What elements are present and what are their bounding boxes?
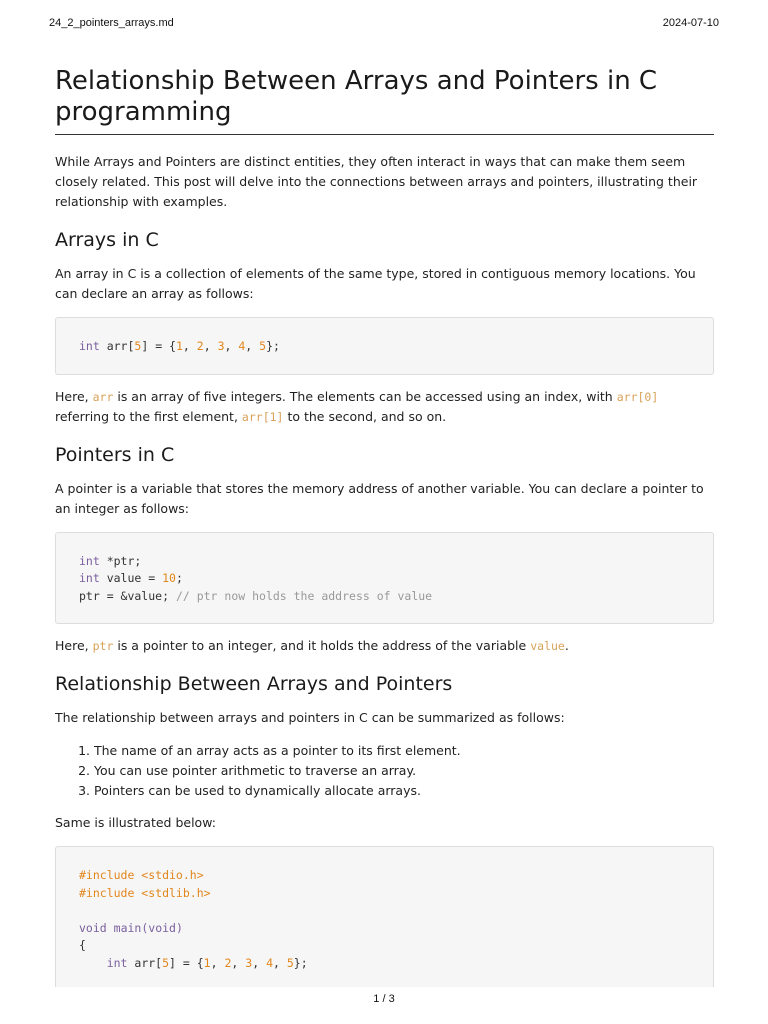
file-name: 24_2_pointers_arrays.md [49,17,174,29]
code-block-array-declaration [55,317,714,375]
code-text: }; [266,339,280,353]
code-function: main [113,920,142,935]
code-number: 4 [238,339,246,353]
code-number: 1 [175,339,183,353]
code-number: 3 [245,955,253,970]
code-indent [79,956,107,970]
inline-code-ptr: ptr [92,639,114,653]
code-number: 2 [224,955,232,970]
code-text: { [79,938,86,952]
code-keyword: void [79,920,107,935]
text-run: to the second, and so on. [283,408,447,424]
heading-pointers: Pointers in C [55,443,175,466]
document-body [55,66,714,987]
code-text: , [210,955,225,970]
text-run: is an array of five integers. The elements can be accessed using an index, with [113,388,617,404]
heading-arrays: Arrays in C [55,229,159,251]
code-number: 1 [203,955,211,970]
code-number: 5 [286,955,294,970]
code-text: *ptr; [99,553,142,568]
code-text: , [182,339,197,353]
list-item: 2. You can use pointer arithmetic to traverse an array. [94,761,714,781]
text-run: Here, [55,638,93,653]
text-run: referring to the first element, [55,408,242,424]
code-keyword: int [106,955,128,970]
intro-paragraph: While Arrays and Pointers are distinct entities, they often interact in ways that can make them seem closely related. This post will delve into the connections between arrays and pointers, illustrating their relationship with examples. [55,154,698,209]
code-text: ptr = &value; [79,588,176,603]
code-text: , [231,955,246,970]
print-header [49,17,719,29]
relationship-list [55,741,714,801]
text-run: is a pointer to an integer, and it holds the address of the variable [113,638,531,653]
text-run: Here, [55,388,93,404]
code-preprocessor: #include <stdio.h> [79,868,204,882]
code-text: }; [293,955,308,970]
code-preprocessor: #include <stdlib.h> [79,885,211,900]
code-text: , [245,339,260,353]
code-keyword: int [79,339,100,353]
arrays-paragraph: An array in C is a collection of elements of the same type, stored in contiguous memory locations. You can declare an array as follows: [55,266,696,301]
code-text: ] = { [169,955,204,970]
pointers-paragraph: A pointer is a variable that stores the memory address of another variable. You can declare a pointer to an integer as follows: [55,480,704,516]
inline-code-value: value [530,639,565,653]
list-item: 3. Pointers can be used to dynamically allocate arrays. [94,781,714,801]
code-number: 3 [217,339,225,353]
text-run: . [564,638,569,653]
code-number: 10 [162,571,176,585]
code-comment: // ptr now holds the address of value [175,588,433,603]
inline-code-arr0: arr[0] [616,389,659,404]
page-title: Relationship Between Arrays and Pointers in C programming [55,66,714,135]
code-text: value = [99,571,163,585]
code-text: , [273,955,287,970]
code-block-example [55,846,714,987]
illustrated-paragraph: Same is illustrated below: [55,815,216,830]
code-text: , [224,339,239,353]
code-text: , [203,339,218,353]
code-text: arr[ [127,955,163,970]
relationship-paragraph: The relationship between arrays and pointers in C can be summarized as follows: [55,710,565,725]
inline-code-arr1: arr[1] [241,409,284,424]
code-text: ] = { [141,339,176,353]
inline-code-arr: arr [92,389,114,404]
code-number: 5 [259,339,267,353]
code-number: 2 [196,339,204,353]
code-text: ; [175,571,183,585]
list-item: 1. The name of an array acts as a pointer to its first element. [94,741,714,761]
heading-relationship: Relationship Between Arrays and Pointers [55,673,453,695]
code-block-pointer-declaration [55,532,714,625]
code-keyword: int [79,571,100,585]
print-date: 2024-07-10 [662,17,719,29]
code-number: 5 [162,955,170,970]
code-number: 5 [134,339,142,353]
page-number: 1 / 3 [373,993,395,1005]
code-text: arr[ [99,339,135,353]
code-text: , [252,955,267,970]
code-keyword: int [79,553,100,568]
code-params: (void) [141,920,183,935]
arrays-explanation [55,387,714,427]
pointers-explanation [55,636,714,656]
code-number: 4 [266,955,273,970]
